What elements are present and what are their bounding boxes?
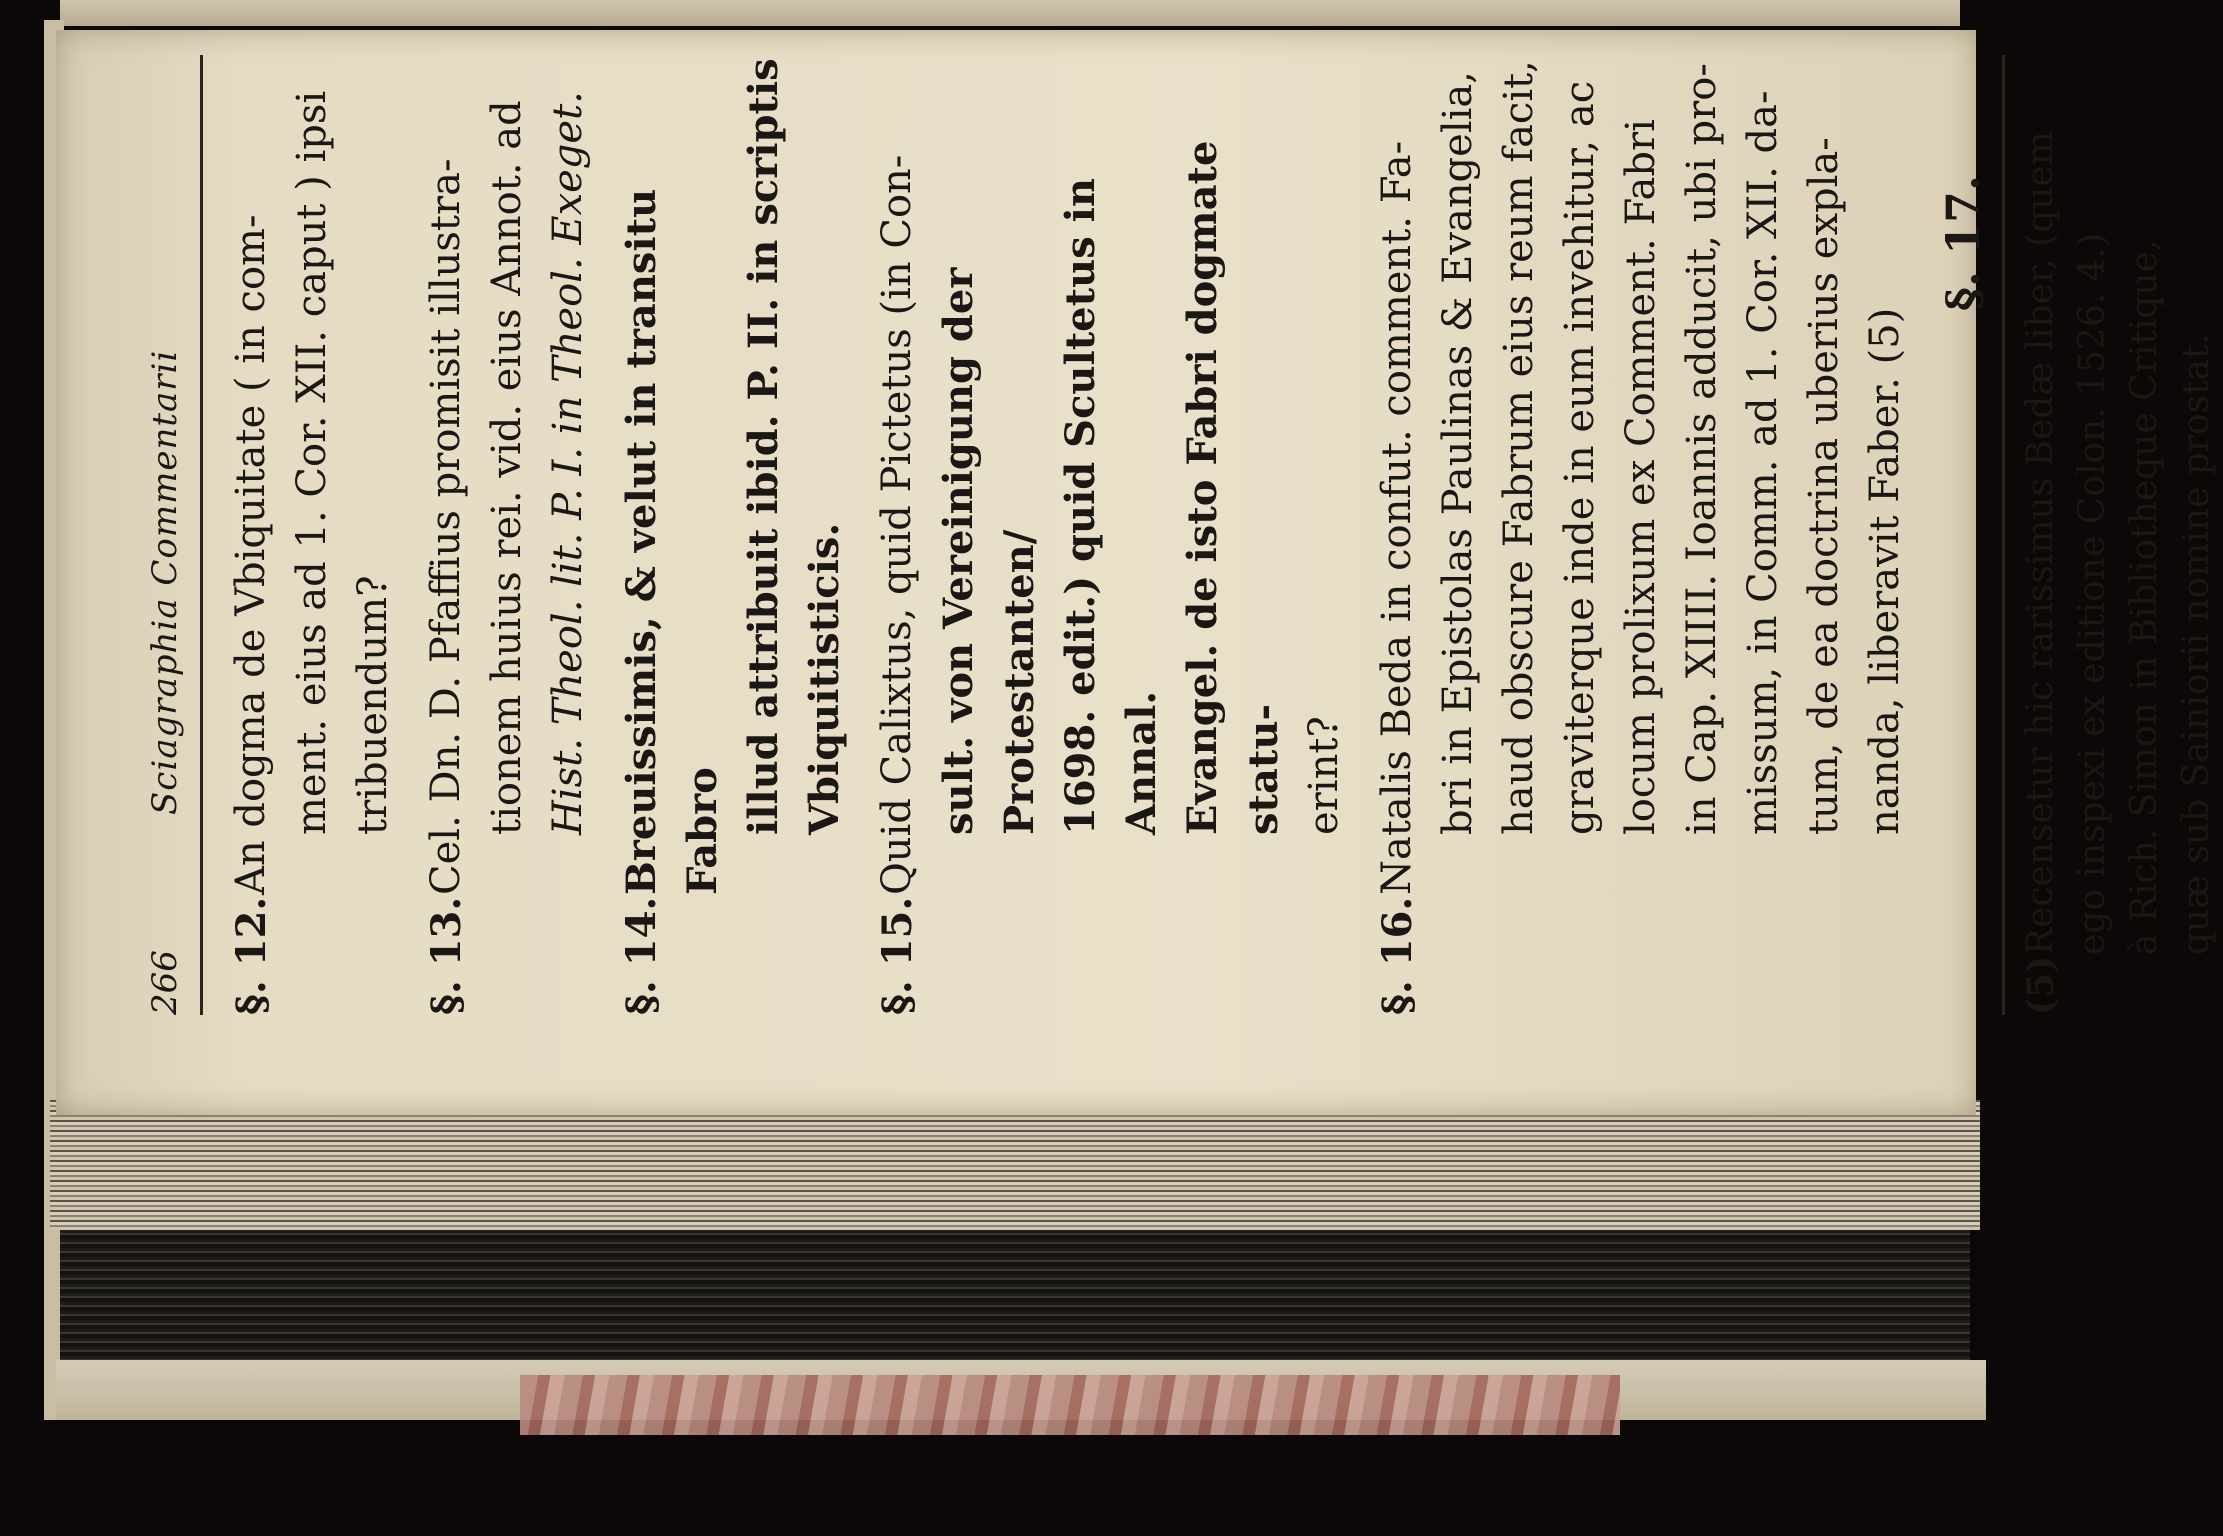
footnote-line: ego inspexi ex editione Colon. 1526. 4.) bbox=[2072, 232, 2113, 955]
footnote-line: Recensetur hic rarissimus Bedæ liber, (quem bbox=[2020, 131, 2061, 955]
footnote-line: à Rich. Simon in Bibliotheque Critique, bbox=[2124, 239, 2165, 955]
paragraph-12 bbox=[221, 55, 404, 1015]
paragraph-line: Cel. Dn. D. Pfaffius promisit illustra- bbox=[423, 158, 469, 895]
footnote-line: quæ sub Sainiorii nomine prostat. bbox=[2176, 332, 2217, 955]
next-section-mark: §. 17. bbox=[1936, 175, 1990, 312]
paragraph-line: An dogma de Vbiquitate ( in com- bbox=[228, 214, 274, 895]
paragraph-line: tribuendum? bbox=[350, 575, 396, 835]
paragraph-line: bri in Epistolas Paulinas & Evangelia, bbox=[1435, 71, 1481, 835]
paragraph-line: in Cap. XIIII. Ioannis adducit, ubi pro- bbox=[1679, 63, 1725, 835]
paragraph-line: graviterque inde in eum invehitur, ac bbox=[1557, 80, 1603, 835]
paragraph-line: missum, in Comm. ad 1. Cor. XII. da- bbox=[1740, 90, 1786, 835]
section-number: §. 12. bbox=[228, 896, 275, 1015]
page-stack bbox=[50, 1100, 1980, 1230]
paragraph-line: illud attribuit ibid. P. II. in scriptis bbox=[740, 58, 787, 835]
paragraph-line: locum prolixum ex Comment. Fabri bbox=[1618, 119, 1664, 835]
section-number: §. 16. bbox=[1374, 896, 1421, 1015]
footnote-rule bbox=[2002, 55, 2005, 1015]
running-title: Sciagraphia Commentarii bbox=[145, 349, 185, 815]
page-number: 266 bbox=[145, 950, 185, 1015]
footnote-marker: (5) bbox=[2020, 955, 2062, 1015]
paragraph-line: Natalis Beda in confut. comment. Fa- bbox=[1374, 140, 1420, 895]
paragraph-line: Evangel. de isto Fabri dogmate statu- bbox=[1179, 140, 1287, 835]
paragraph-line: sult. von Vereinigung der Protestanten/ bbox=[935, 267, 1043, 835]
paragraph-line: Hist. Theol. lit. P. I. in Theol. Exeget. bbox=[545, 91, 591, 835]
running-header bbox=[130, 55, 203, 1015]
rotated-text-block bbox=[130, 55, 2217, 1015]
paragraph-line: Quid Calixtus, quid Pictetus (in Con- bbox=[874, 154, 920, 895]
paragraph-line: haud obscure Fabrum eius reum facit, bbox=[1496, 60, 1542, 835]
paragraph-line: Vbiquitisticis. bbox=[801, 522, 848, 835]
section-number: §. 14. bbox=[618, 896, 665, 1015]
section-number: §. 15. bbox=[874, 896, 921, 1015]
page-body bbox=[221, 55, 2223, 1015]
paragraph-line: tionem huius rei. vid. eius Annot. ad bbox=[484, 100, 530, 835]
page-stack-shadow bbox=[60, 1230, 1970, 1370]
paragraph-line: tum, de ea doctrina uberius expla- bbox=[1801, 137, 1847, 835]
paragraph-13 bbox=[416, 55, 599, 1015]
upper-page-edge bbox=[60, 0, 1960, 26]
paragraph-15 bbox=[867, 55, 1355, 1015]
paragraph-line: nanda, liberavit Faber. (5) bbox=[1862, 307, 1908, 835]
paragraph-line: 1698. edit.) quid Scultetus in Annal. bbox=[1057, 178, 1165, 835]
footnote bbox=[2015, 55, 2223, 1015]
paragraph-line: ment. eius ad 1. Cor. XII. caput ) ipsi bbox=[289, 90, 335, 835]
marbled-edge bbox=[520, 1375, 1620, 1435]
paragraph-line: erint? bbox=[1301, 716, 1347, 835]
section-number: §. 13. bbox=[423, 896, 470, 1015]
paragraph-14 bbox=[611, 55, 855, 1015]
paragraph-line: Breuissimis, & velut in transitu Fabro bbox=[618, 188, 726, 895]
paragraph-16 bbox=[1367, 55, 1916, 1015]
